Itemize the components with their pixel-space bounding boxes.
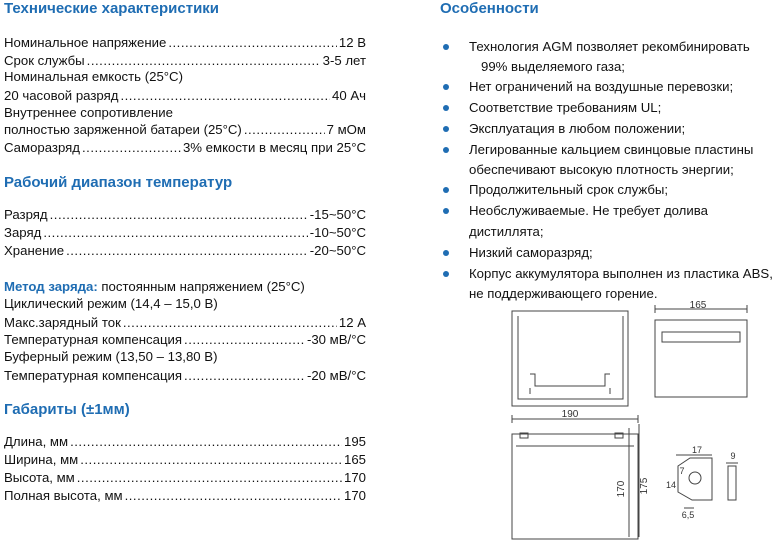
top-view-band <box>662 332 740 342</box>
temp-row-charge: Заряд ..... -10~50°C <box>4 224 366 242</box>
list-item: Корпус аккумулятора выполнен из пластика ABS, не поддерживающего горение. <box>440 263 777 303</box>
buffer-title: Буферный режим (13,50 – 13,80 В) <box>4 349 218 364</box>
list-item: Соответствие требованиям UL; <box>440 97 777 118</box>
spec-row-self-discharge: Саморазряд ..... 3% емкости в месяц при 25°C <box>4 139 366 157</box>
spec-row-voltage: Номинальное напряжение ..... 12 В <box>4 34 366 52</box>
charge-method-label: Метод заряда: <box>4 279 98 294</box>
dim-17-label: 17 <box>691 445 703 455</box>
spec-row-lifetime: Срок службы ..... 3-5 лет <box>4 52 366 70</box>
features-heading: Особенности <box>440 0 539 17</box>
specs-heading: Технические характеристики <box>4 0 220 17</box>
dim-165-label: 165 <box>689 300 707 311</box>
spec-row-resistance: полностью заряженной батареи (25°C) ..... 7 мОм <box>4 121 366 139</box>
charge-method-text: постоянным напряжением (25°C) <box>97 279 305 294</box>
list-item: Нет ограничений на воздушные перевозки; <box>440 76 777 97</box>
dim-row-total-height: Полная высота, мм ..... 170 <box>4 487 366 505</box>
list-item: Необслуживаемые. Не требует долива дистиллята; <box>440 200 777 242</box>
dimensions-heading: Габариты (±1мм) <box>4 401 130 418</box>
charge-row-temp-comp-buffer: Температурная компенсация ..... -20 мВ/°C <box>4 367 366 385</box>
dim-9-label: 9 <box>730 451 736 461</box>
dim-6-5-label: 6,5 <box>681 510 695 520</box>
dim-170-label: 170 <box>616 480 627 498</box>
bullet-icon <box>443 208 449 214</box>
terminal-side <box>728 466 736 500</box>
side-view-outline <box>512 311 628 406</box>
terminal-hole <box>689 472 701 484</box>
spec-row-capacity: 20 часовой разряд ..... 40 Ач <box>4 87 366 105</box>
bullet-icon <box>443 84 449 90</box>
list-item: Низкий саморазряд; <box>440 242 777 263</box>
list-item: Эксплуатация в любом положении; <box>440 118 777 139</box>
dim-14-label: 14 <box>665 480 677 490</box>
bullet-icon <box>443 250 449 256</box>
charge-row-temp-comp-cyclic: Температурная компенсация ..... -30 мВ/°C <box>4 331 366 349</box>
side-view-ticks <box>530 388 610 394</box>
bullet-icon <box>443 105 449 111</box>
battery-dimension-drawing <box>490 296 777 552</box>
dim-row-height: Высота, мм ..... 170 <box>4 469 366 487</box>
charge-row-max-current: Макс.зарядный ток ..... 12 А <box>4 314 366 332</box>
battery-top-view <box>655 305 747 397</box>
bullet-icon <box>443 187 449 193</box>
resistance-title: Внутреннее сопротивление <box>4 105 173 120</box>
features-list <box>440 36 777 303</box>
battery-side-view <box>512 311 628 406</box>
temp-row-storage: Хранение ..... -20~50°C <box>4 242 366 260</box>
bullet-icon <box>443 271 449 277</box>
list-item: Технология AGM позволяет рекомбинировать 99% выделяемого газа; <box>440 36 777 76</box>
side-view-handle <box>530 374 610 386</box>
side-view-inner <box>518 316 623 399</box>
bullet-icon <box>443 147 449 153</box>
list-item: Легированные кальцием свинцовые пластины обеспечивают высокую плотность энергии; <box>440 139 777 179</box>
dim-row-length: Длина, мм ..... 195 <box>4 433 366 451</box>
temp-row-discharge: Разряд ..... -15~50°C <box>4 206 366 224</box>
dim-190-label: 190 <box>561 409 579 420</box>
dim-7-label: 7 <box>679 466 685 476</box>
dim-row-width: Ширина, мм ..... 165 <box>4 451 366 469</box>
terminal-outline <box>678 458 712 500</box>
temp-heading: Рабочий диапазон температур <box>4 174 233 191</box>
list-item: Продолжительный срок службы; <box>440 179 777 200</box>
bullet-icon <box>443 44 449 50</box>
capacity-title: Номинальная емкость (25°C) <box>4 69 183 84</box>
cyclic-title: Циклический режим (14,4 – 15,0 В) <box>4 296 218 311</box>
terminal-detail <box>676 455 738 508</box>
bullet-icon <box>443 126 449 132</box>
dim-175-label: 175 <box>639 477 650 495</box>
charge-method <box>4 278 305 296</box>
